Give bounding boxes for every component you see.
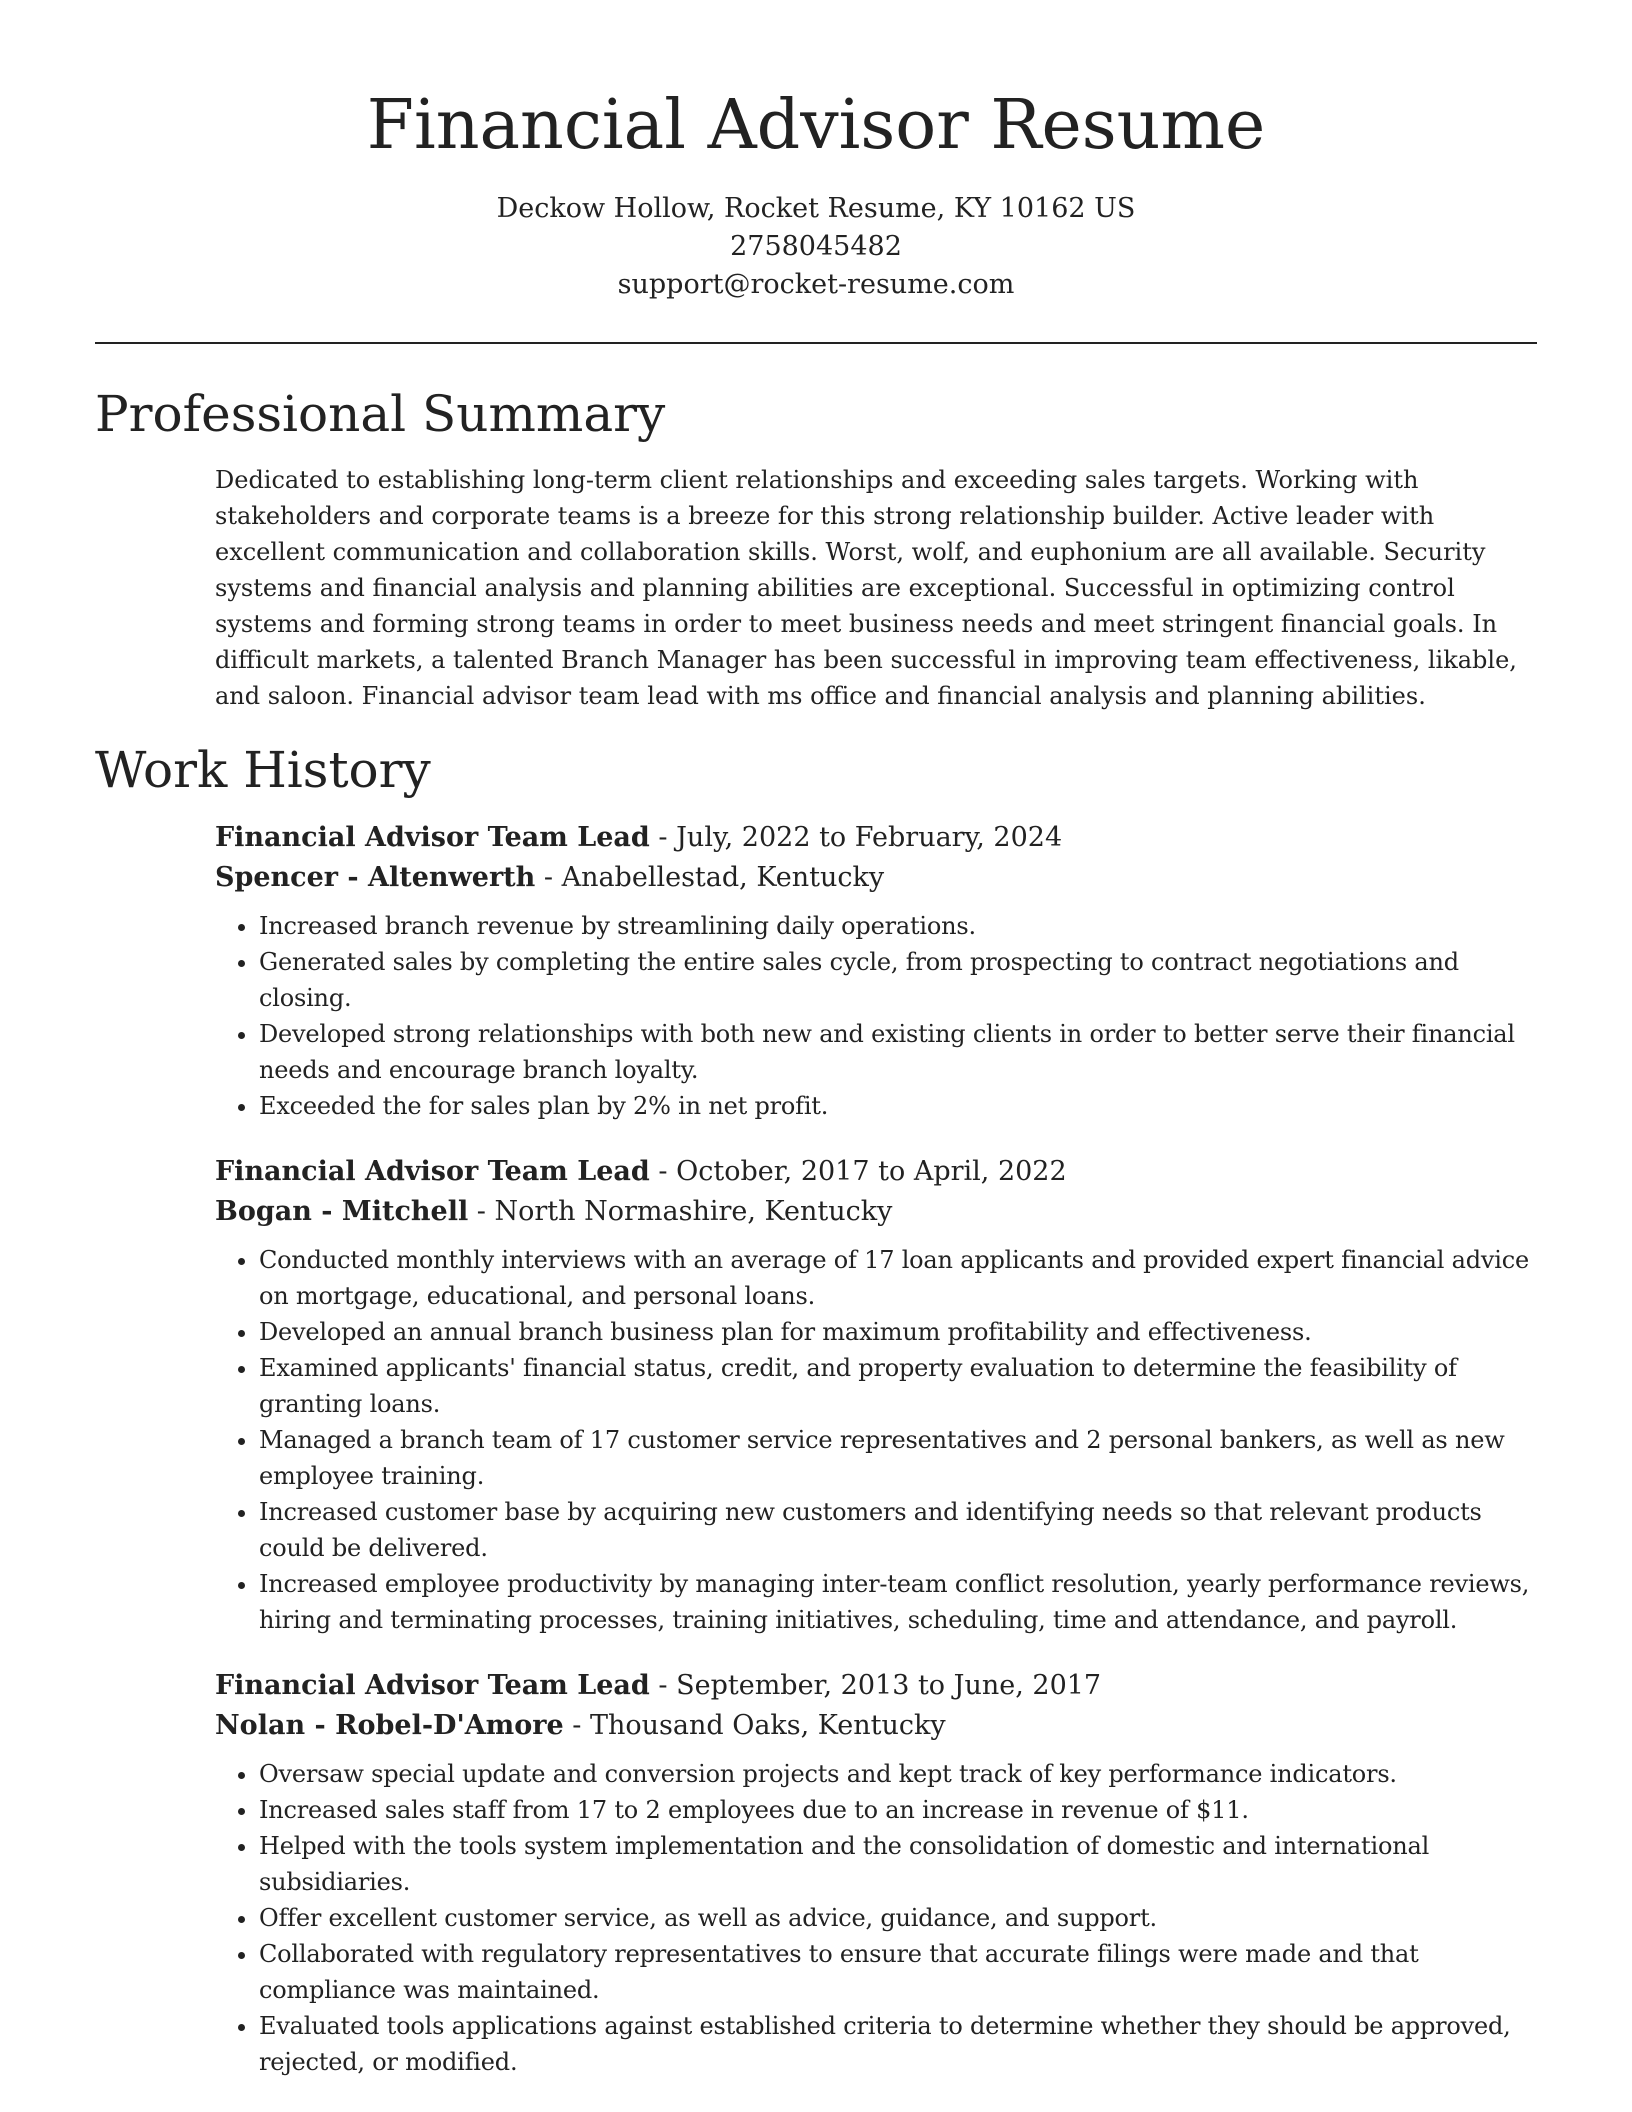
job-bullet-list — [215, 1756, 1545, 2080]
job-bullet: • Helped with the tools system implementation and the consolidation of domestic and international subsidiaries. — [259, 1828, 1545, 1900]
summary-text: Dedicated to establishing long-term client relationships and exceeding sales targets. Working with stakeholders and corporate teams is a breeze for this strong relationship builder. Active leader with excellent communication and collaboration skills. Worst, wolf, and euphonium are all available. Security systems and financial analysis and planning abilities are exceptional. Successful in optimizing control systems and forming strong teams in order to meet business needs and meet stringent financial goals. In difficult markets, a talented Branch Manager has been successful in improving team effectiveness, likable, and saloon. Financial advisor team lead with ms office and financial analysis and planning abilities. — [215, 466, 1517, 710]
job-company-line — [215, 858, 1545, 898]
job-bullet: • Evaluated tools applications against established criteria to determine whether they should be approved, rejected, or modified. — [259, 2008, 1545, 2080]
job-bullet: • Offer excellent customer service, as well as advice, guidance, and support. — [259, 1900, 1545, 1936]
job-dates: - July, 2022 to February, 2024 — [649, 822, 1063, 853]
job-dates: - September, 2013 to June, 2017 — [649, 1670, 1102, 1701]
job-bullet-list — [215, 908, 1545, 1124]
job-location: - Thousand Oaks, Kentucky — [563, 1710, 946, 1741]
contact-email: support@rocket-resume.com — [617, 269, 1015, 300]
job-bullet: • Increased sales staff from 17 to 2 employees due to an increase in revenue of $11. — [259, 1792, 1545, 1828]
job-title-line — [215, 1152, 1545, 1192]
job-bullet: • Examined applicants' financial status, credit, and property evaluation to determine the feasibility of granting loans. — [259, 1350, 1545, 1422]
contact-address: Deckow Hollow, Rocket Resume, KY 10162 US — [496, 193, 1136, 224]
job-bullet: • Oversaw special update and conversion projects and kept track of key performance indicators. — [259, 1756, 1545, 1792]
job-role: Financial Advisor Team Lead — [215, 822, 650, 853]
job-role: Financial Advisor Team Lead — [215, 1156, 650, 1187]
work-history-heading: Work History — [95, 741, 431, 799]
work-history-list — [215, 818, 1545, 2108]
job-bullet: • Developed strong relationships with both new and existing clients in order to better serve their financial needs and encourage branch loyalty. — [259, 1016, 1545, 1088]
resume-header — [0, 0, 1632, 304]
job-company-line — [215, 1706, 1545, 1746]
job-bullet: • Developed an annual branch business plan for maximum profitability and effectiveness. — [259, 1314, 1545, 1350]
job-bullet: • Generated sales by completing the entire sales cycle, from prospecting to contract negotiations and closing. — [259, 944, 1545, 1016]
job-company: Spencer - Altenwerth — [215, 862, 536, 893]
job-role: Financial Advisor Team Lead — [215, 1670, 650, 1701]
job-entry — [215, 1152, 1545, 1638]
header-divider — [95, 342, 1537, 344]
summary-heading: Professional Summary — [95, 385, 666, 443]
job-bullet: • Increased employee productivity by managing inter-team conflict resolution, yearly performance reviews, hiring and terminating processes, training initiatives, scheduling, time and attendance, and payroll. — [259, 1566, 1545, 1638]
contact-phone: 2758045482 — [730, 231, 902, 262]
job-bullet: • Exceeded the for sales plan by 2% in net profit. — [259, 1088, 1545, 1124]
job-company: Bogan - Mitchell — [215, 1196, 469, 1227]
job-bullet: • Increased branch revenue by streamlining daily operations. — [259, 908, 1545, 944]
job-location: - Anabellestad, Kentucky — [535, 862, 885, 893]
resume-title: Financial Advisor Resume — [366, 86, 1266, 165]
job-bullet: • Conducted monthly interviews with an average of 17 loan applicants and provided expert financial advice on mortgage, educational, and personal loans. — [259, 1242, 1545, 1314]
job-company: Nolan - Robel-D'Amore — [215, 1710, 564, 1741]
job-entry — [215, 1666, 1545, 2080]
job-bullet: • Collaborated with regulatory representatives to ensure that accurate filings were made and that compliance was maintained. — [259, 1936, 1545, 2008]
job-title-line — [215, 818, 1545, 858]
job-company-line — [215, 1192, 1545, 1232]
job-entry — [215, 818, 1545, 1124]
job-location: - North Normashire, Kentucky — [468, 1196, 893, 1227]
job-bullet-list — [215, 1242, 1545, 1638]
job-bullet: • Increased customer base by acquiring new customers and identifying needs so that relevant products could be delivered. — [259, 1494, 1545, 1566]
job-bullet: • Managed a branch team of 17 customer service representatives and 2 personal bankers, as well as new employee training. — [259, 1422, 1545, 1494]
job-dates: - October, 2017 to April, 2022 — [649, 1156, 1067, 1187]
job-title-line — [215, 1666, 1545, 1706]
